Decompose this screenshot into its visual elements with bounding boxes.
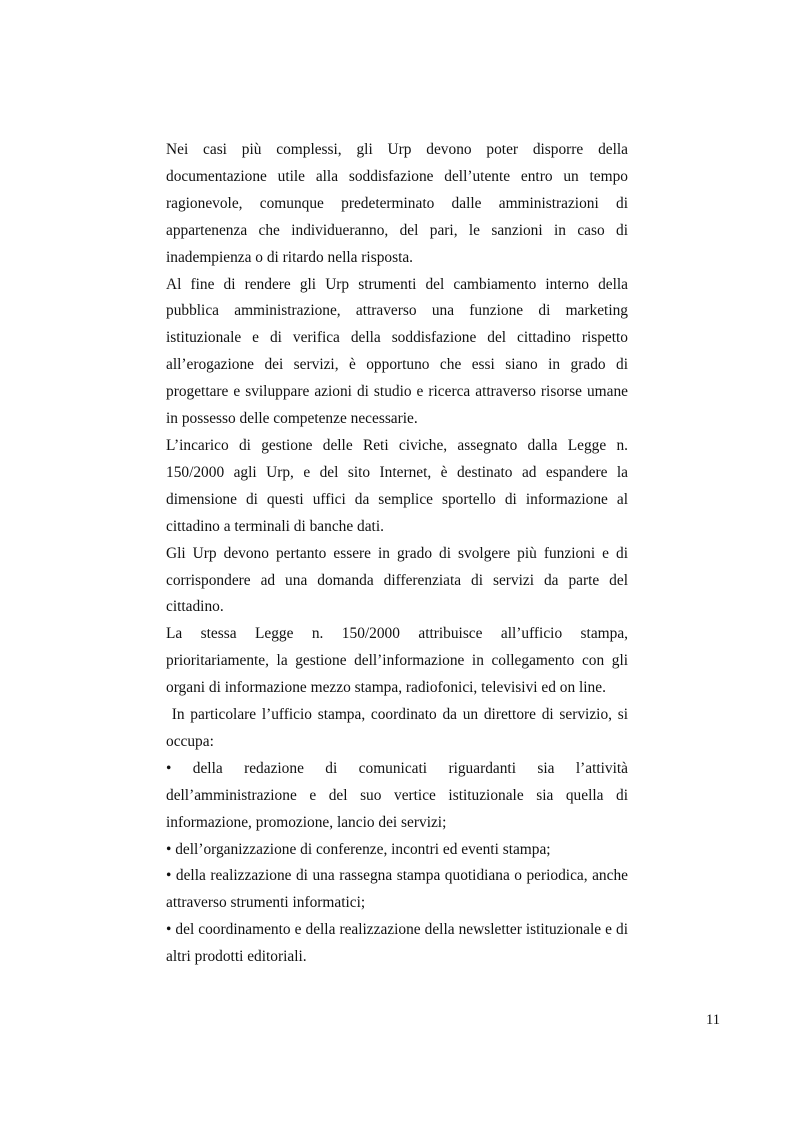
paragraph-ufficio-stampa-intro: In particolare l’ufficio stampa, coordinato da un direttore di servizio, si occupa:: [166, 706, 632, 750]
list-item-comunicati: • della redazione di comunicati riguardanti sia l’attività dell’amministrazione e del suo vertice istituzionale sia quella di informazione, promozione, lancio dei servizi;: [166, 759, 628, 831]
body-text: [166, 137, 632, 971]
list-item-conferenze: • dell’organizzazione di conferenze, incontri ed eventi stampa;: [166, 840, 551, 858]
paragraph-urp-change: Al fine di rendere gli Urp strumenti del cambiamento interno della pubblica amministrazione, attraverso una funzione di marketing istituzionale e di verifica della soddisfazione del cittadino rispetto all’erogazione dei servizi, è opportuno che essi siano in grado di progettare e sviluppare azioni di studio e ricerca attraverso risorse umane in possesso delle competenze necessarie.: [166, 275, 628, 428]
paragraph-urp-functions: Gli Urp devono pertanto essere in grado di svolgere più funzioni e di corrispondere ad una domanda differenziata di servizi da parte del cittadino.: [166, 544, 628, 616]
list-item-rassegna: • della realizzazione di una rassegna stampa quotidiana o periodica, anche attraverso strumenti informatici;: [166, 867, 628, 912]
paragraph-ufficio-stampa: La stessa Legge n. 150/2000 attribuisce all’ufficio stampa, prioritariamente, la gestione dell’informazione in collegamento con gli organi di informazione mezzo stampa, radiofonici, televisivi ed on line.: [166, 625, 628, 697]
list-item-newsletter: • del coordinamento e della realizzazione della newsletter istituzionale e di altri prodotti editoriali.: [166, 921, 628, 966]
page-number: 11: [706, 1012, 720, 1028]
paragraph-reti-civiche: L’incarico di gestione delle Reti civiche, assegnato dalla Legge n. 150/2000 agli Urp, e del sito Internet, è destinato ad espandere la dimensione di questi uffici da semplice sportello di informazione al cittadino a terminali di banche dati.: [166, 436, 628, 535]
paragraph-urp-documentation: Nei casi più complessi, gli Urp devono poter disporre della documentazione utile alla soddisfazione dell’utente entro un tempo ragionevole, comunque predeterminato dalle amministrazioni di appartenenza che individueranno, del pari, le sanzioni in caso di inadempienza o di ritardo nella risposta.: [166, 141, 628, 266]
